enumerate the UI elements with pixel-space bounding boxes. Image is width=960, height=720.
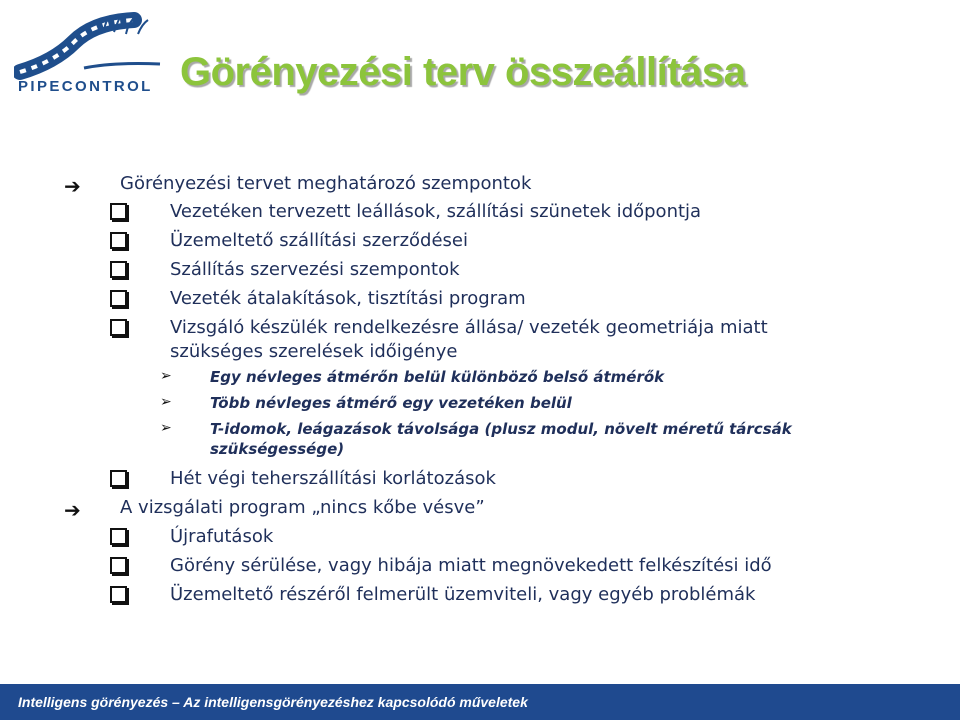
checkbox-icon	[110, 203, 127, 224]
sub-list-item: T-idomok, leágazások távolsága (plusz modul, növelt méretű tárcsák	[210, 420, 792, 438]
logo-text: PIPECONTROL	[18, 78, 153, 95]
list-item: Görény sérülése, vagy hibája miatt megnövekedett felkészítési idő	[170, 555, 772, 576]
page-title: Görényezési terv összeállítása	[180, 50, 746, 94]
checkbox-icon	[110, 232, 127, 253]
sub-list-item: Egy névleges átmérőn belül különböző belső átmérők	[210, 368, 665, 386]
sub-list-item-continuation: szükségessége)	[210, 440, 345, 458]
arrow-right-icon: ➔	[64, 174, 81, 198]
footer-text: Intelligens görényezés – Az intelligensgörényezéshez kapcsolódó műveletek	[18, 694, 528, 710]
list-item: Szállítás szervezési szempontok	[170, 259, 460, 280]
section-heading: A vizsgálati program „nincs kőbe vésve”	[120, 497, 485, 518]
arrowhead-bullet-icon: ➢	[160, 368, 172, 384]
section-heading: Görényezési tervet meghatározó szempontok	[120, 173, 532, 194]
checkbox-icon	[110, 557, 127, 578]
checkbox-icon	[110, 470, 127, 491]
checkbox-icon	[110, 319, 127, 340]
checkbox-icon	[110, 261, 127, 282]
arrowhead-bullet-icon: ➢	[160, 394, 172, 410]
list-item: Vezetéken tervezett leállások, szállítási szünetek időpontja	[170, 201, 702, 222]
arrowhead-bullet-icon: ➢	[160, 420, 172, 436]
list-item: Üzemeltető szállítási szerződései	[170, 230, 468, 251]
arrow-right-icon: ➔	[64, 498, 81, 522]
checkbox-icon	[110, 290, 127, 311]
list-item: Hét végi teherszállítási korlátozások	[170, 468, 496, 489]
sub-list-item: Több névleges átmérő egy vezetéken belül	[210, 394, 572, 412]
checkbox-icon	[110, 586, 127, 607]
list-item: Újrafutások	[170, 526, 274, 547]
list-item: Vezeték átalakítások, tisztítási program	[170, 288, 526, 309]
footer-bar	[0, 684, 960, 720]
list-item: Vizsgáló készülék rendelkezésre állása/ vezeték geometriája miatt	[170, 317, 768, 338]
list-item: Üzemeltető részéről felmerült üzemviteli, vagy egyéb problémák	[170, 584, 756, 605]
list-item-continuation: szükséges szerelések időigénye	[170, 341, 458, 362]
checkbox-icon	[110, 528, 127, 549]
